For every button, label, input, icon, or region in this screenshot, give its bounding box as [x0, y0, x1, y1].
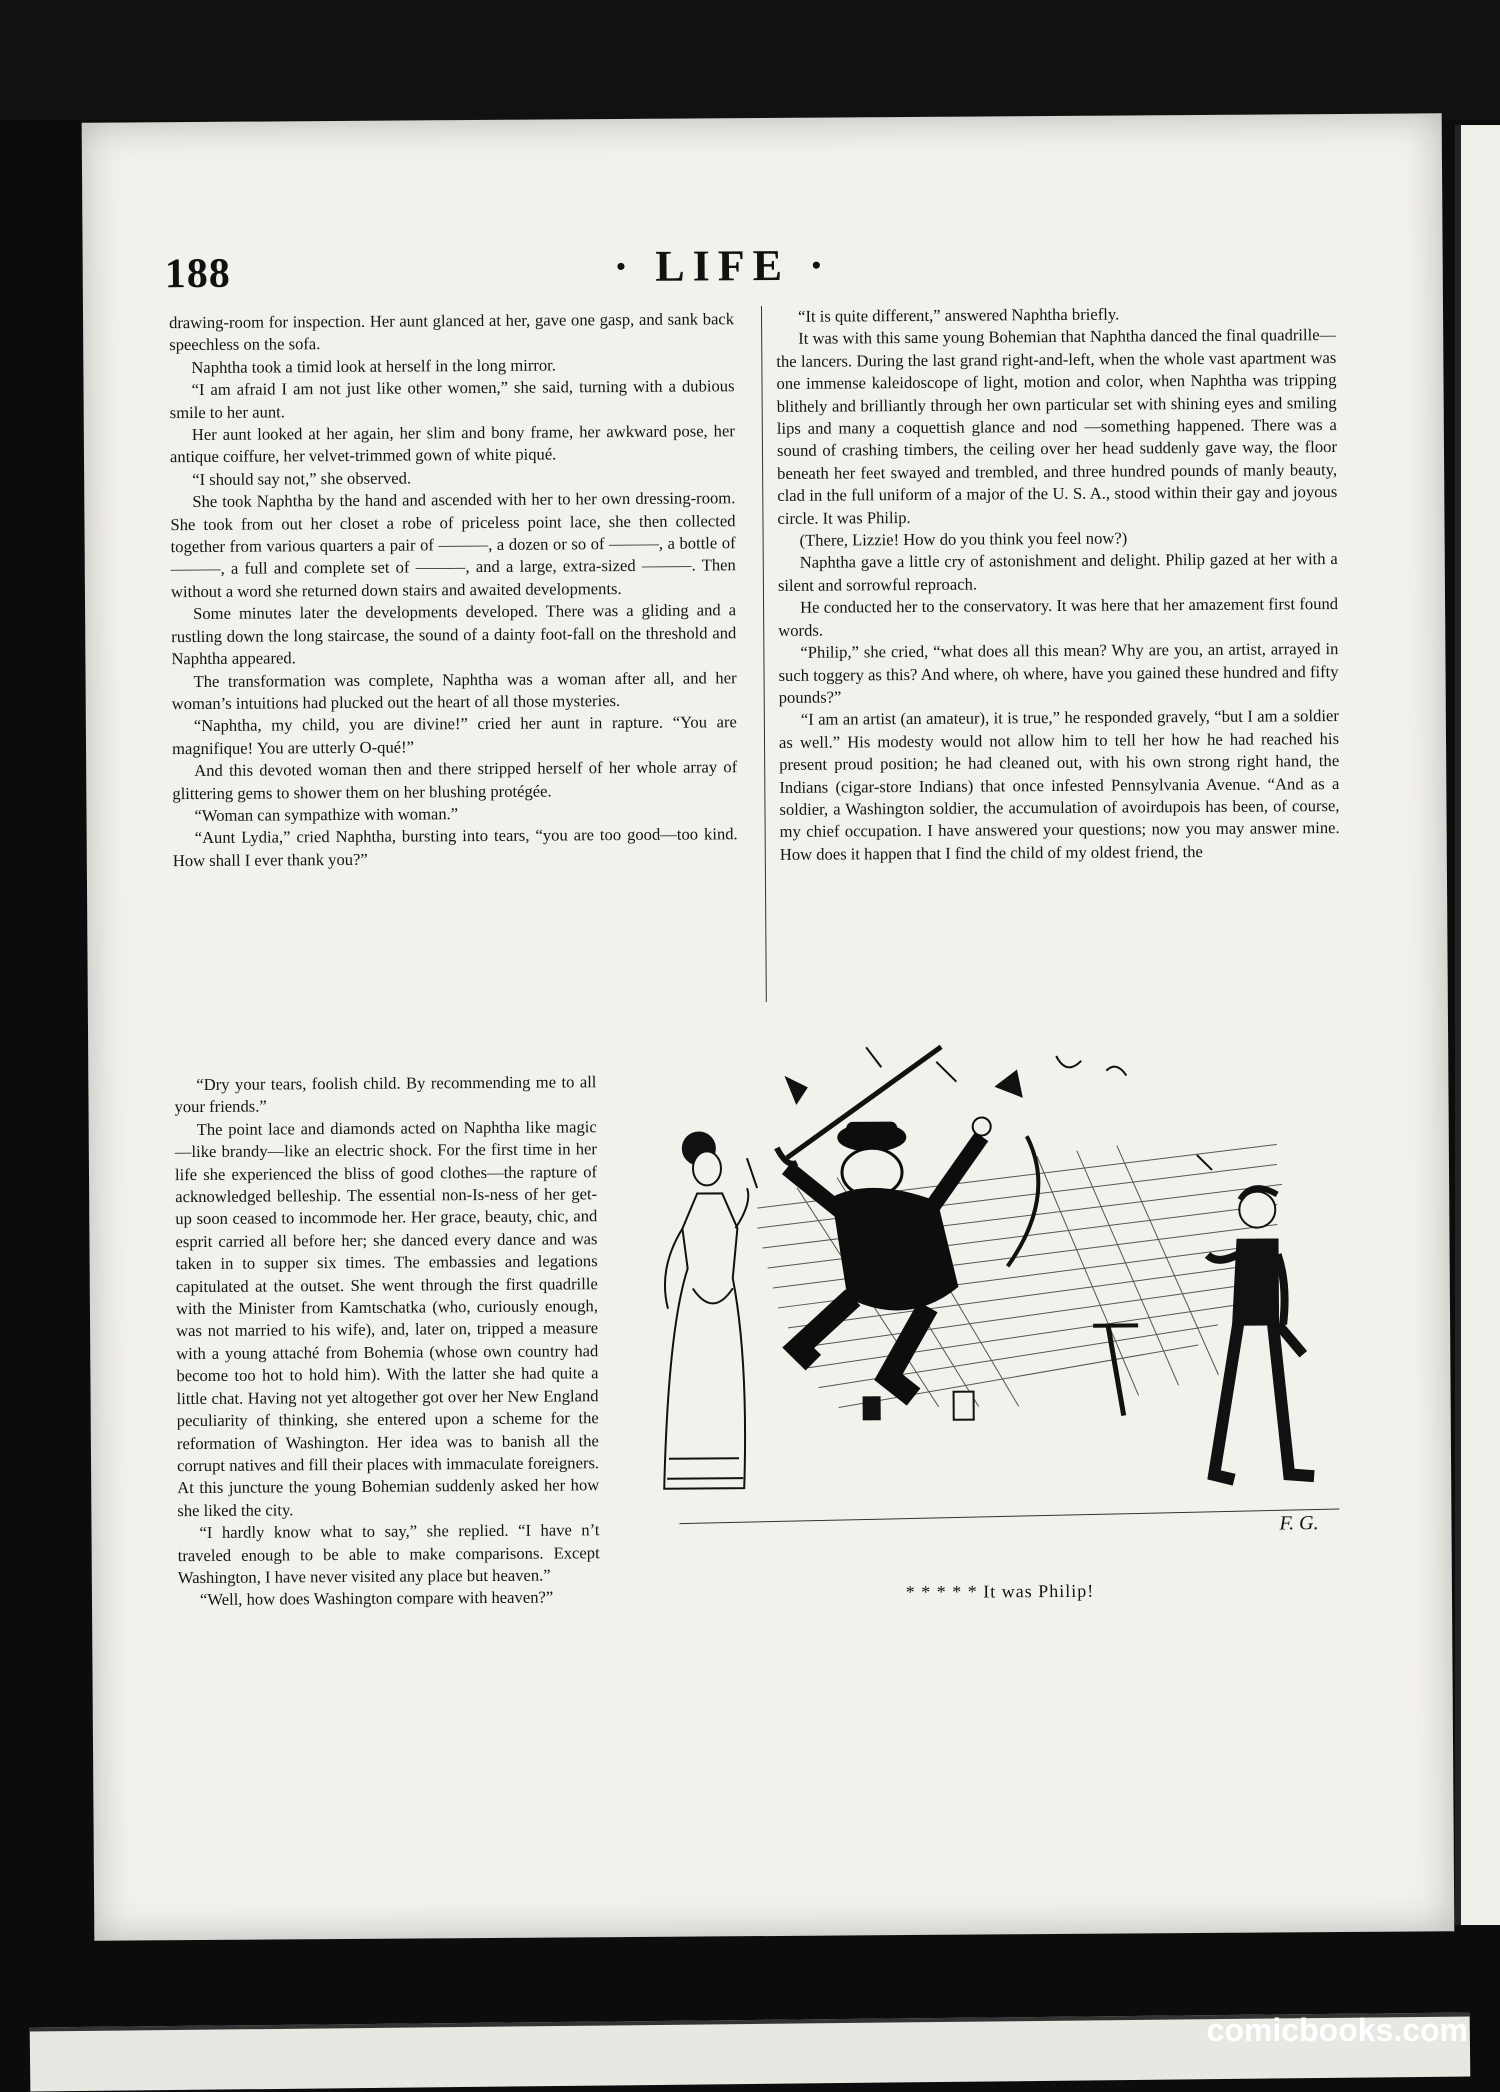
- paragraph: Her aunt looked at her again, her slim and bony frame, her awkward pose, her antique coiffure, her velvet-trimmed gown of white piqué.: [169, 421, 735, 467]
- left-column-narrow: [174, 1071, 600, 1612]
- magazine-page: [82, 113, 1455, 1940]
- watermark-text: comicbooks.com: [1206, 2012, 1468, 2048]
- paragraph: “Well, how does Washington compare with heaven?”: [199, 1587, 554, 1610]
- falling-sword: [1007, 1136, 1039, 1266]
- lady-figure: [662, 1132, 751, 1489]
- paragraph: Some minutes later the developments developed. There was a gliding and a rustling down the long staircase, the sound of a dainty foot-fall on the threshold and Naphtha appeared.: [171, 600, 737, 669]
- paragraph: “I am an artist (an amateur), it is true,” he responded gravely, “but I am a soldier as well.” His modesty would not allow him to tell her how he had reached his present proud position; he had cleaned out, with his own strong right hand, the Indians (cigar-store Indians) that once infested Pennsylvania Avenue. “And as a soldier, a Washington soldier, the accumulation of avoirdupois has been, of course, my chief occupation. I have answered your questions; now you may answer mine. How does it happen that I find the child of my oldest friend, the: [778, 706, 1340, 864]
- paragraph: “Woman can sympathize with woman.”: [194, 804, 459, 825]
- paragraph: “I am afraid I am not just like other women,” she said, turning with a dubious smile to her aunt.: [169, 376, 735, 422]
- masthead-title: · LIFE ·: [613, 240, 832, 292]
- paragraph: “I should say not,” she observed.: [192, 468, 412, 489]
- paragraph: “It is quite different,” answered Naphtha briefly.: [797, 304, 1120, 326]
- scan-dark-background: [0, 0, 1500, 120]
- hatched-burst: [757, 1144, 1284, 1408]
- paragraph: Naphtha took a timid look at herself in the long mirror.: [191, 355, 556, 377]
- paragraph: She took Naphtha by the hand and ascended with her to her own dressing-room. She took from out her closet a robe of priceless point lace, she then collected together from various quarters a pair of ———, a dozen or so of ———, a bottle of ———, a full and complete set of ———, and a large, extra-sized ———. Then without a word she returned down stairs and awaited developments.: [170, 488, 736, 602]
- paragraph: “Naphtha, my child, you are divine!” cried her aunt in rapture. “You are magnifique! You are utterly O-qué!”: [171, 712, 737, 758]
- paragraph: “Philip,” she cried, “what does all this mean? Why are you, an artist, arrayed in such toggery as this? And where, oh where, have you gained these hundred and fifty pounds?”: [778, 639, 1339, 707]
- artist-signature: F. G.: [1279, 1512, 1319, 1535]
- paragraph: “Dry your tears, foolish child. By recommending me to all your friends.”: [174, 1072, 597, 1117]
- flying-debris: [746, 1045, 1212, 1188]
- illustration-caption: * * * * * It was Philip!: [905, 1580, 1095, 1603]
- paragraph: (There, Lizzie! How do you think you feel now?): [799, 528, 1128, 550]
- right-column: [761, 302, 1341, 1002]
- paragraph: He conducted her to the conservatory. It was here that her amazement first found words.: [778, 594, 1339, 640]
- paragraph: “Aunt Lydia,” cried Naphtha, bursting into tears, “you are too good—too kind. How shall I ever thank you?”: [172, 824, 738, 870]
- paragraph: drawing-room for inspection. Her aunt glanced at her, gave one gasp, and sank back speechless on the sofa.: [169, 309, 735, 355]
- floor-objects: [864, 1392, 974, 1421]
- paragraph: It was with this same young Bohemian that Naphtha danced the final quadrille—the lancers. During the last grand right-and-left, when the whole vast apartment was one immense kaleidoscope of light, motion and color, when Naphtha was tripping blithely and brilliantly through her own particular set with shining eyes and smiling lips and many a coquettish glance and nod —something happened. There was a sound of crashing timbers, the ceiling over her head suddenly gave way, the floor beneath her feet swayed and trembled, and three hundred pounds of manly beauty, clad in the full uniform of a major of the U. S. A., stood within their gay and joyous circle. It was Philip.: [776, 325, 1338, 528]
- page-number: 188: [164, 250, 231, 298]
- paragraph: And this devoted woman then and there stripped herself of her whole array of glittering gems to shower them on her blushing protégée.: [172, 757, 738, 803]
- paragraph: Naphtha gave a little cry of astonishment and delight. Philip gazed at her with a silent and sorrowful reproach.: [777, 549, 1338, 595]
- major-figure: [787, 1117, 993, 1397]
- facing-page-edge: [1455, 125, 1500, 1925]
- illustration-philip-crashing: [636, 1024, 1360, 1549]
- paragraph: “I hardly know what to say,” she replied. “I have n’t traveled enough to be able to make comparisons. Except Washington, I have never visited any place but heaven.”: [177, 1520, 600, 1588]
- left-column-top: [169, 308, 738, 872]
- paragraph: The point lace and diamonds acted on Naphtha like magic—like brandy—like an electric shock. For the first time in her life she experienced the bliss of good clothes—the rapture of acknowledged belleship. The essential non-Is-ness of her get-up soon ceased to incommode her. Her grace, beauty, chic, and esprit carried all before her; she danced every dance and was taken in to supper six times. The embassies and legations capitulated at the outset. She went through the first quadrille with the Minister from Kamtschatka (who, curiously enough, was not married to his wife), and, later on, tripped a measure with a young attaché from Bohemia (whose own country had become too hot to hold him). With the latter she had quite a little chat. Having not yet altogether got over her New England peculiarity of thinking, she entered upon a scheme for the reformation of Washington. Her idea was to banish all the corrupt natives and fill their places with immaculate foreigners. At this juncture the young Bohemian suddenly asked her how she liked the city.: [174, 1117, 600, 1520]
- paragraph: The transformation was complete, Naphtha was a woman after all, and her woman’s intuitions had plucked out the heart of all those mysteries.: [171, 667, 737, 714]
